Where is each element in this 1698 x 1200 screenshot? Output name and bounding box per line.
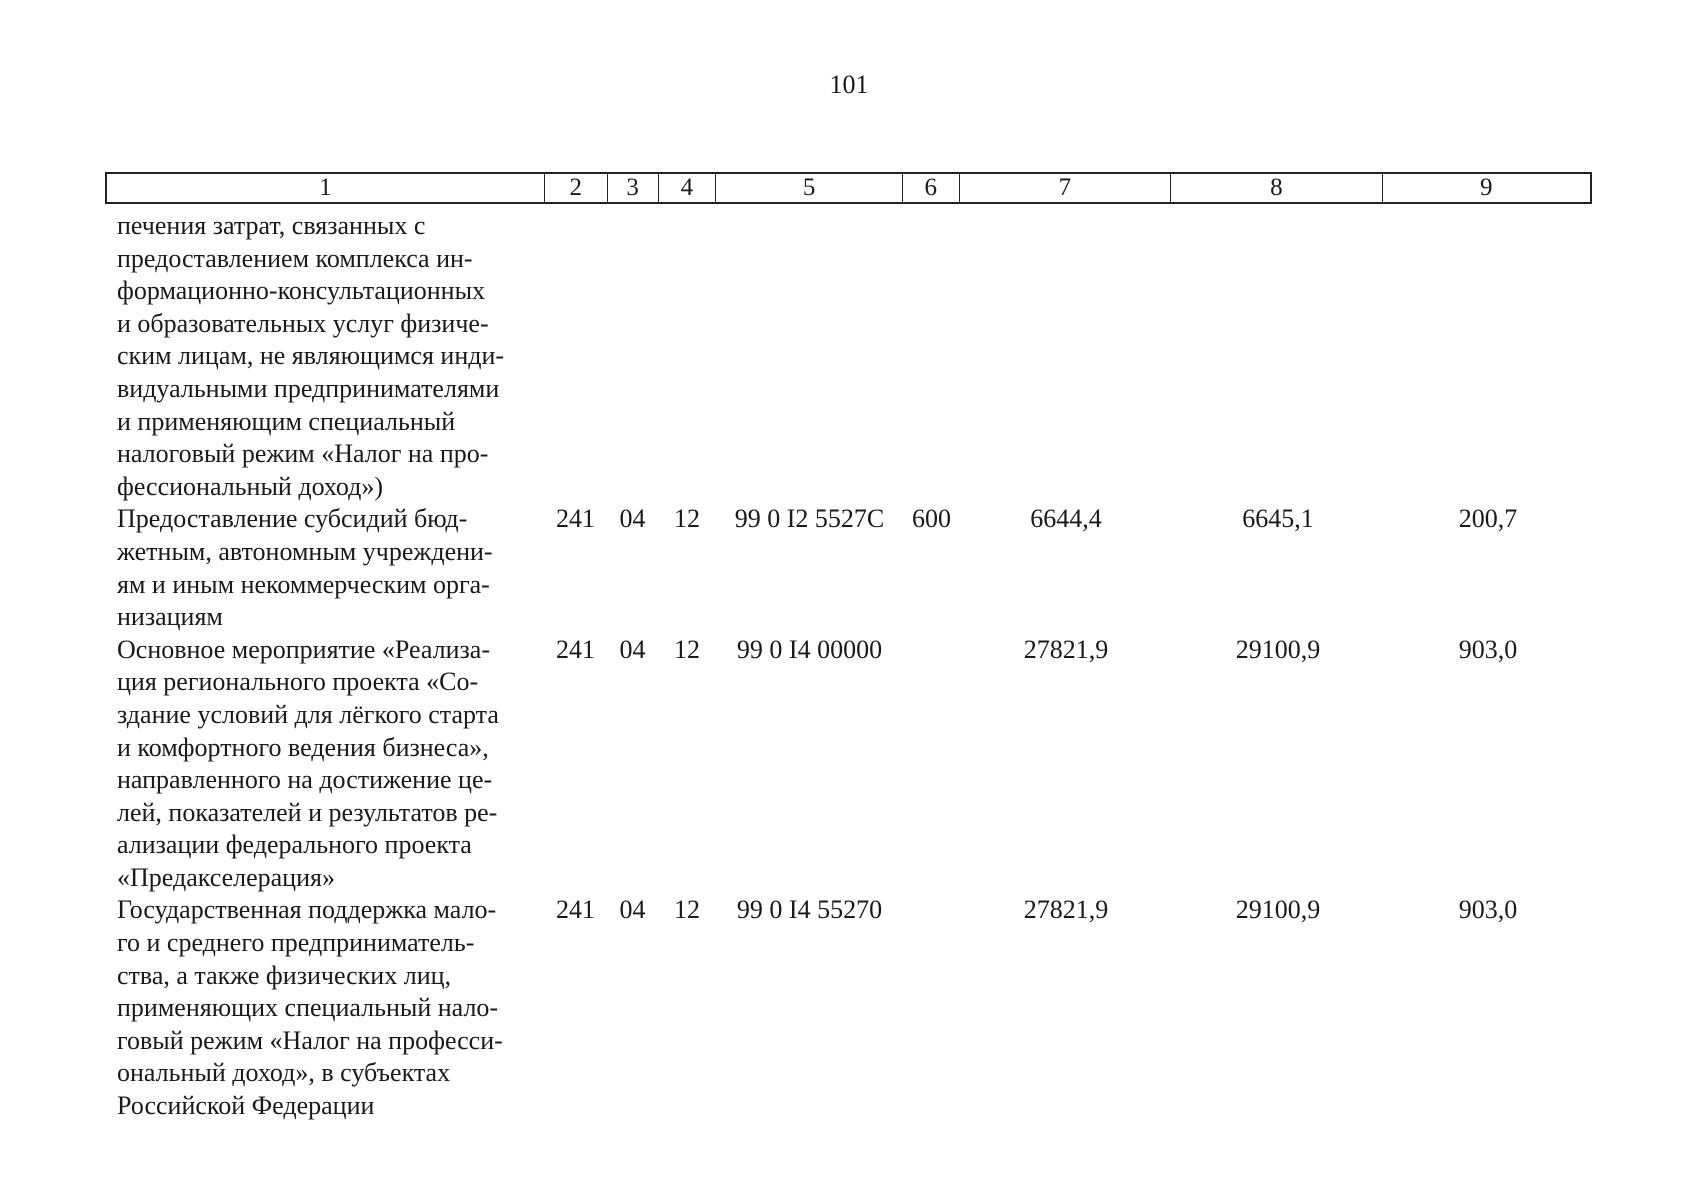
cell-code-ministry: 241 [556,895,595,925]
cell-code-ministry [544,210,607,503]
cell-subsection: 12 [674,634,700,664]
desc-line: лей, показателей и результатов ре- [117,797,498,827]
cell-target-article [716,210,903,503]
desc-line: формационно-консультационных [117,276,486,306]
desc-line: применяющих специальный нало- [117,993,499,1023]
table-row [105,210,1592,503]
header-col-8: 8 [1171,174,1382,202]
desc-line: и применяющим специальный [117,406,456,436]
cell-value-7: 27821,9 [1023,634,1109,664]
cell-value-9: 903,0 [1458,634,1518,664]
desc-line: направленного на достижение це- [117,765,493,795]
cell-value-9: 200,7 [1458,504,1518,534]
desc-line: Предоставление субсидий бюд- [117,504,468,534]
page-number: 101 [829,70,869,99]
cell-code-ministry: 241 [556,634,595,664]
cell-target-article: 99 0 I4 00000 [736,634,883,664]
cell-value-9 [1384,210,1592,503]
row-description [105,894,544,1122]
cell-value-7: 6644,4 [1030,504,1102,534]
row-description [105,503,544,633]
desc-line: здание условий для лёгкого старта [117,699,499,729]
cell-value-9: 903,0 [1458,895,1518,925]
desc-line: ям и иным некоммерческим орга- [117,569,490,599]
cell-section [607,210,658,503]
desc-line: ским лицам, не являющимся инди- [117,341,505,371]
desc-line: печения затрат, связанных с [117,211,426,240]
desc-line: и образовательных услуг физиче- [117,308,489,338]
cell-section: 04 [619,504,646,534]
cell-value-8: 29100,9 [1235,895,1321,925]
cell-expense-type [903,210,960,503]
desc-line: предоставлением комплекса ин- [117,243,473,273]
header-col-7: 7 [960,174,1171,202]
row-description [105,634,544,895]
desc-line: и комфортного ведения бизнеса», [117,732,489,762]
table-row [105,894,1592,1122]
desc-line: ализации федерального проекта [117,830,472,860]
header-col-5: 5 [716,174,903,202]
desc-line: «Предакселерация» [117,862,335,892]
cell-value-8: 29100,9 [1235,634,1321,664]
cell-subsection: 12 [674,895,700,925]
cell-subsection: 12 [674,504,700,534]
header-col-3: 3 [608,174,659,202]
desc-line: ства, а также физических лиц, [117,960,452,990]
header-col-2: 2 [545,174,608,202]
cell-expense-type [903,894,960,1122]
table-row [105,634,1592,895]
table-row [105,503,1592,633]
desc-line: ция регионального проекта «Со- [117,667,479,697]
cell-target-article: 99 0 I2 5527C [734,504,885,534]
table-header [105,172,1592,204]
desc-line: низациям [117,602,223,632]
cell-section: 04 [619,634,646,664]
cell-target-article: 99 0 I4 55270 [736,895,883,925]
cell-value-8 [1172,210,1384,503]
desc-line: го и среднего предприниматель- [117,928,475,958]
desc-line: говый режим «Налог на професси- [117,1025,503,1055]
header-col-4: 4 [659,174,717,202]
desc-line: налоговый режим «Налог на про- [117,439,489,469]
cell-value-7: 27821,9 [1023,895,1109,925]
header-col-6: 6 [903,174,960,202]
header-col-1: 1 [107,174,545,202]
cell-code-ministry: 241 [556,504,595,534]
cell-expense-type: 600 [912,504,951,534]
cell-subsection [658,210,716,503]
cell-expense-type [903,634,960,895]
header-col-9: 9 [1480,174,1493,201]
desc-line: видуальными предпринимателями [117,373,500,403]
table-body [105,210,1592,1123]
cell-value-8: 6645,1 [1242,504,1314,534]
desc-line: жетным, автономным учреждени- [117,536,493,566]
desc-line: фессиональный доход») [117,471,384,501]
desc-line: Основное мероприятие «Реализа- [117,634,490,664]
cell-section: 04 [619,895,646,925]
desc-line: ональный доход», в субъектах [117,1058,451,1088]
row-description [105,210,544,503]
cell-value-7 [960,210,1172,503]
desc-line: Российской Федерации [117,1091,375,1121]
desc-line: Государственная поддержка мало- [117,895,497,925]
